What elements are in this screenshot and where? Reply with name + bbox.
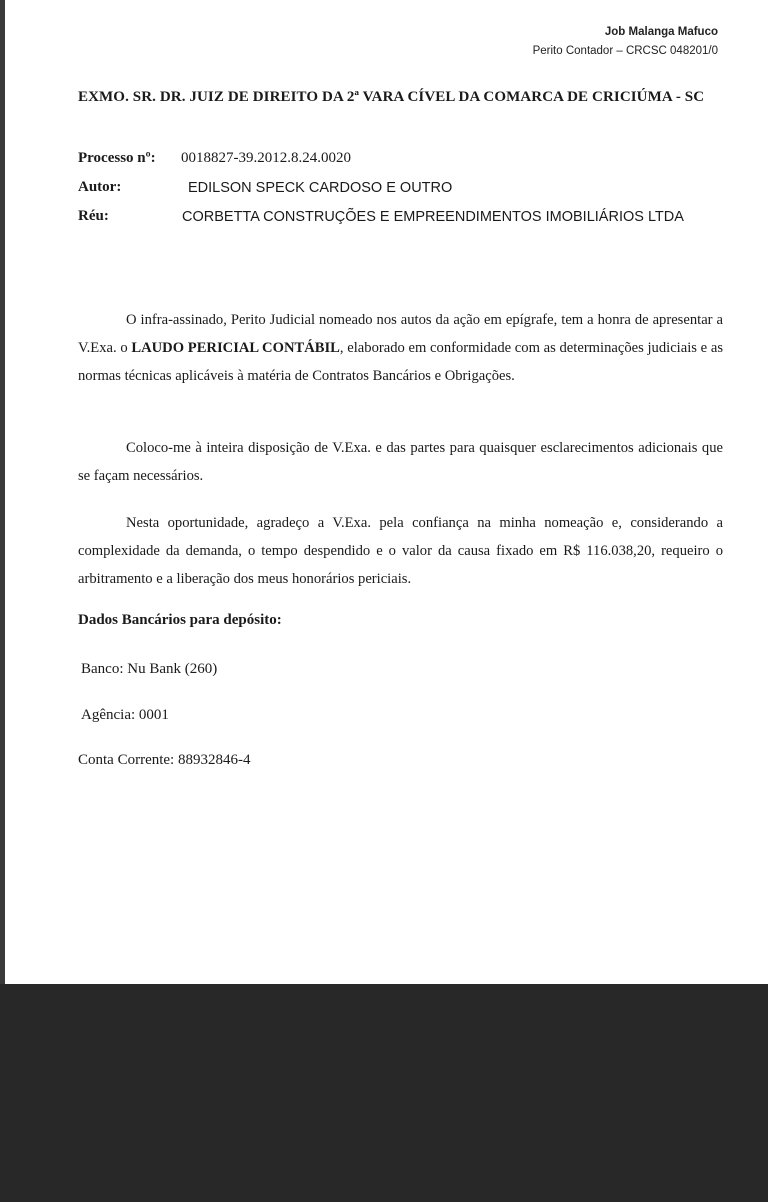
paragraph-3: Nesta oportunidade, agradeço a V.Exa. pela confiança na minha nomeação e, considerando a complexidade da demanda, o tempo despendido e o valor da causa fixado em R$ 116.038,20, requeiro o arbitramento e a liberação dos meus honorários periciais. <box>78 515 723 587</box>
p1-text-end: , elaborado em conformidade com as determinações judiciais e as normas técnicas aplicáveis à matéria de Contratos Bancários e Obrigações. <box>78 340 723 384</box>
reu-value: CORBETTA CONSTRUÇÕES E EMPREENDIMENTOS IMOBILIÁRIOS LTDA <box>182 209 684 225</box>
p1-text-start: O infra-assinado, Perito Judicial nomeado nos autos da ação em epígrafe, tem a honra de apresentar a V.Exa. o <box>78 312 723 356</box>
processo-label: Processo nº: <box>78 150 156 166</box>
document-header <box>533 23 718 61</box>
autor-label: Autor: <box>78 179 122 195</box>
autor-row <box>78 179 453 196</box>
addressee-heading: EXMO. SR. DR. JUIZ DE DIREITO DA 2ª VARA CÍVEL DA COMARCA DE CRICIÚMA - SC <box>78 89 705 105</box>
document-page <box>5 0 768 984</box>
bank-agency: Agência: 0001 <box>81 707 169 723</box>
dark-background-area <box>0 984 768 1202</box>
expert-role: Perito Contador – CRCSC 048201/0 <box>532 45 718 57</box>
processo-value: 0018827-39.2012.8.24.0020 <box>181 150 351 166</box>
bank-name: Banco: Nu Bank (260) <box>81 661 218 677</box>
autor-value: EDILSON SPECK CARDOSO E OUTRO <box>188 180 453 196</box>
paragraph-2: Coloco-me à inteira disposição de V.Exa. e das partes para quaisquer esclarecimentos adicionais que se façam necessários. <box>78 440 723 484</box>
expert-name: Job Malanga Mafuco <box>604 26 718 38</box>
laudo-title-bold: LAUDO PERICIAL CONTÁBIL <box>131 340 340 356</box>
processo-row <box>78 150 351 167</box>
paragraph-1 <box>78 306 723 390</box>
reu-label: Réu: <box>78 208 109 224</box>
bank-account: Conta Corrente: 88932846-4 <box>78 752 251 768</box>
bank-data-title: Dados Bancários para depósito: <box>78 612 282 628</box>
reu-row <box>78 208 684 225</box>
